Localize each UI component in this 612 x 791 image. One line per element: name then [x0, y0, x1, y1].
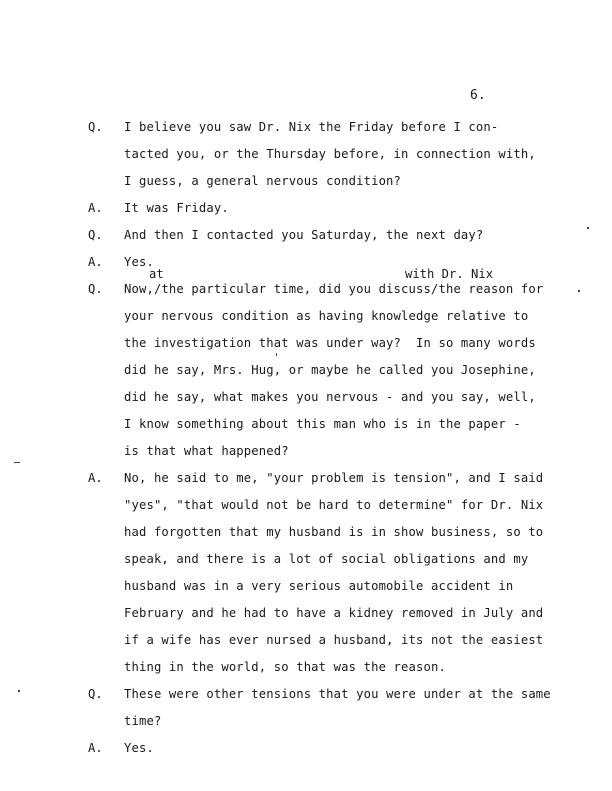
transcript-line-continuation: [0, 144, 612, 164]
scan-speck: [14, 462, 20, 463]
speaker-label: Q.: [88, 282, 103, 296]
line-text: Yes.: [124, 255, 154, 269]
line-text: thing in the world, so that was the reason.: [124, 660, 446, 674]
line-text: had forgotten that my husband is in show business, so to: [124, 525, 544, 539]
line-text: February and he had to have a kidney removed in July and: [124, 606, 544, 620]
line-text: "yes", "that would not be hard to determine" for Dr. Nix: [124, 498, 544, 512]
transcript-line-continuation: [0, 360, 612, 380]
speaker-label: A.: [88, 255, 103, 269]
line-text: if a wife has ever nursed a husband, its not the easiest: [124, 633, 544, 647]
scan-speck: [578, 290, 580, 292]
line-text: These were other tensions that you were under at the same: [124, 687, 551, 701]
transcript-line-a: [0, 468, 612, 488]
transcript-line-continuation: [0, 306, 612, 326]
transcript-line-continuation: [0, 387, 612, 407]
line-text: And then I contacted you Saturday, the next day?: [124, 228, 484, 242]
line-text: Yes.: [124, 741, 154, 755]
line-text: your nervous condition as having knowledge relative to: [124, 309, 529, 323]
scan-speck: [587, 227, 589, 229]
speaker-label: A.: [88, 471, 103, 485]
handwritten-insert-with-dr-nix: with Dr. Nix: [405, 267, 494, 281]
line-text: I know something about this man who is in the paper -: [124, 417, 521, 431]
line-text: husband was in a very serious automobile accident in: [124, 579, 514, 593]
transcript-line-a: [0, 738, 612, 758]
line-text: Now,/the particular time, did you discuss/the reason for: [124, 282, 544, 296]
line-text: is that what happened?: [124, 444, 289, 458]
line-text: speak, and there is a lot of social obligations and my: [124, 552, 529, 566]
transcript-line-continuation: [0, 171, 612, 191]
transcript-line-continuation: [0, 711, 612, 731]
transcript-line-q: [0, 684, 612, 704]
line-text: I guess, a general nervous condition?: [124, 174, 402, 188]
speaker-label: Q.: [88, 228, 103, 242]
speaker-label: A.: [88, 741, 103, 755]
page-number: 6.: [470, 88, 486, 103]
handwritten-insert-at: at: [149, 267, 164, 281]
transcript-line-continuation: [0, 630, 612, 650]
transcript-line-continuation: [0, 414, 612, 434]
line-text: the investigation that was under way? In so many words: [124, 336, 536, 350]
speaker-label: Q.: [88, 687, 103, 701]
scan-speck: [276, 353, 277, 356]
transcript-line-continuation: [0, 549, 612, 569]
transcript-line-continuation: [0, 522, 612, 542]
line-text: No, he said to me, "your problem is tension", and I said: [124, 471, 544, 485]
line-text: did he say, Mrs. Hug, or maybe he called you Josephine,: [124, 363, 536, 377]
transcript-line-continuation: [0, 657, 612, 677]
line-text: time?: [124, 714, 162, 728]
transcript-line-q: [0, 279, 612, 299]
speaker-label: Q.: [88, 120, 103, 134]
speaker-label: A.: [88, 201, 103, 215]
transcript-line-continuation: [0, 603, 612, 623]
scan-speck: [18, 690, 20, 692]
transcript-line-a: [0, 252, 612, 272]
line-text: It was Friday.: [124, 201, 229, 215]
transcript-line-q: [0, 117, 612, 137]
transcript-line-continuation: [0, 495, 612, 515]
transcript-line-continuation: [0, 576, 612, 596]
transcript-line-continuation: [0, 333, 612, 353]
line-text: tacted you, or the Thursday before, in connection with,: [124, 147, 536, 161]
transcript-line-q: [0, 225, 612, 245]
line-text: did he say, what makes you nervous - and you say, well,: [124, 390, 536, 404]
line-text: I believe you saw Dr. Nix the Friday before I con-: [124, 120, 499, 134]
transcript-line-a: [0, 198, 612, 218]
transcript-line-continuation: [0, 441, 612, 461]
